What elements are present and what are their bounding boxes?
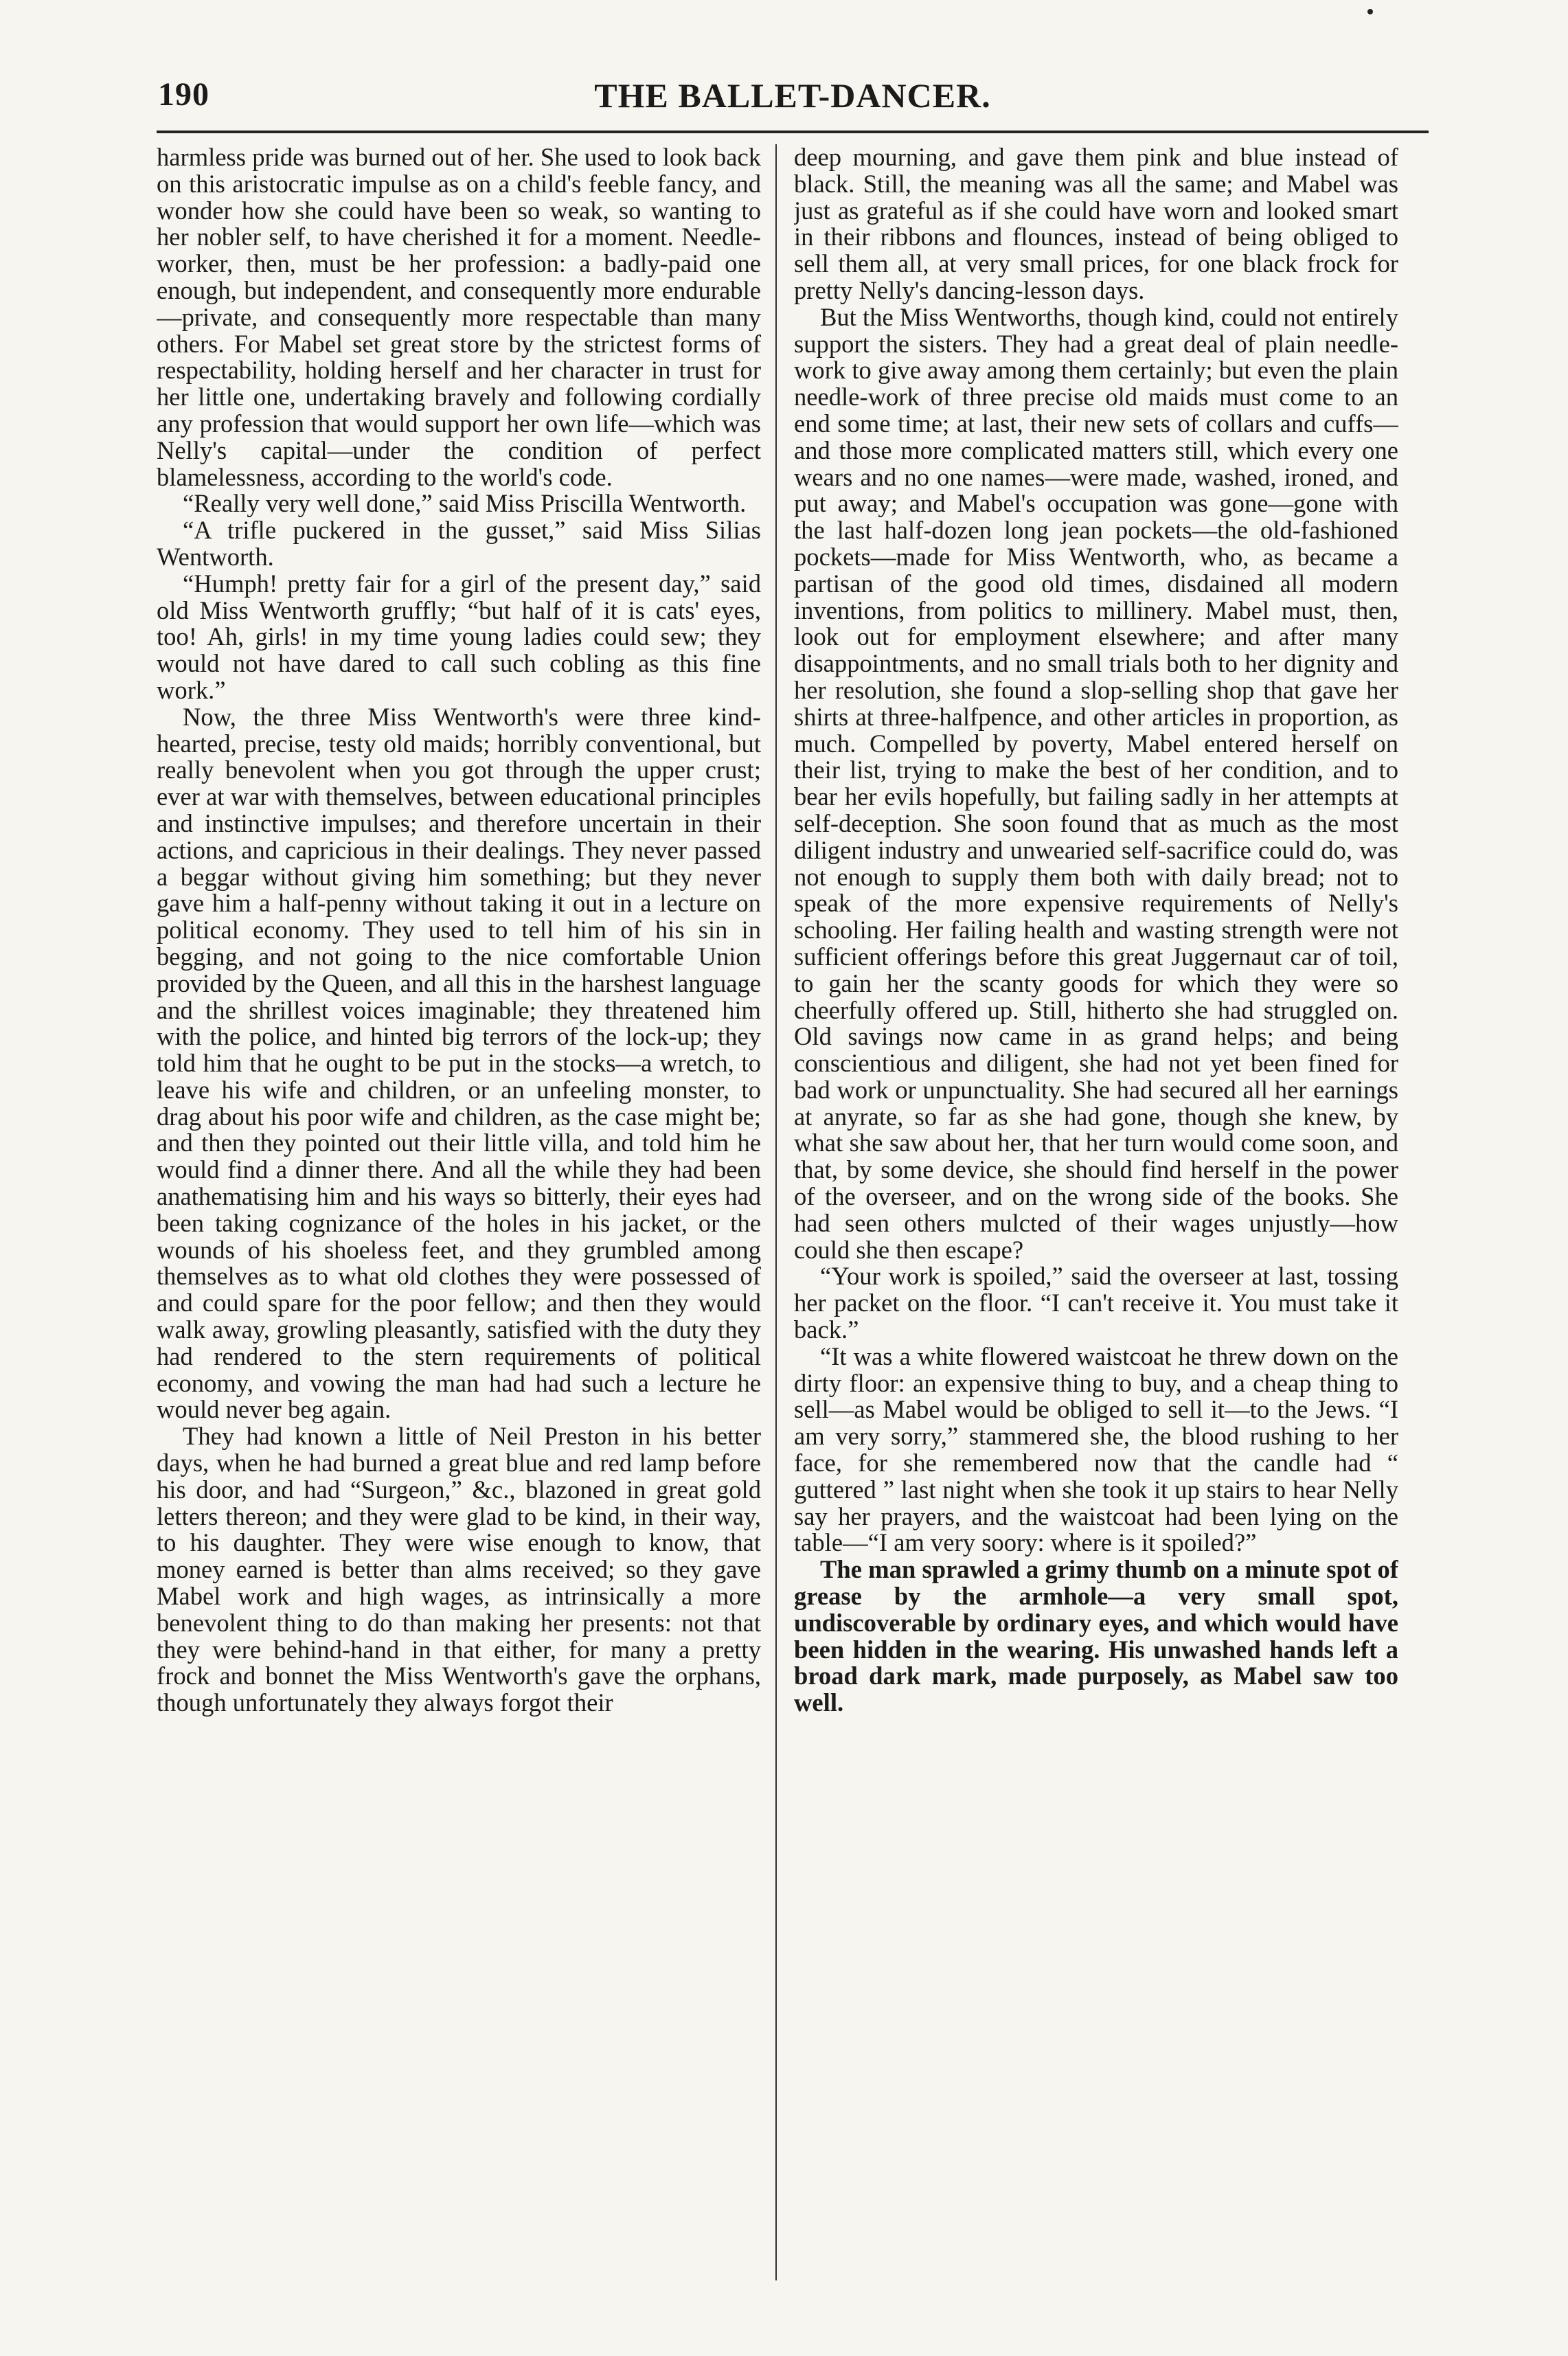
paragraph: “A trifle puckered in the gusset,” said Miss Silias Wentworth.	[157, 516, 761, 571]
paragraph: “Humph! pretty fair for a girl of the present day,” said old Miss Wentworth gruffly; “but half of it is cats' eyes, too! Ah, girls! in my time young ladies could sew; they would not have dared to call such cobling as this fine work.”	[157, 569, 761, 704]
paragraph: deep mourning, and gave them pink and blue instead of black. Still, the meaning was all the same; and Mabel was just as grateful as if she could have worn and looked smart in their ribbons and flounces, instead of being obliged to sell them all, at very small prices, for one black frock for pretty Nelly's dancing-lesson days.	[794, 144, 1398, 304]
paragraph: The man sprawled a grimy thumb on a minute spot of grease by the armhole—a very small spot, undiscoverable by ordinary eyes, and which would have been hidden in the wearing. His unwashed hands left a broad dark mark, made purposely, as Mabel saw too well.	[794, 1555, 1398, 1717]
paragraph: But the Miss Wentworths, though kind, could not entirely support the sisters. They had a great deal of plain needle-work to give away among them certainly; but even the plain needle-work of three precise old maids must come to an end some time; at last, their new sets of collars and cuffs—and those more complicated matters still, which every one wears and no one names—were made, washed, ironed, and put away; and Mabel's occupation was gone—gone with the last half-dozen long jean pockets—the old-fashioned pockets—made for Miss Wentworth, who, as became a partisan of the good old times, disdained all modern inventions, from politics to millinery. Mabel must, then, look out for employment elsewhere; and after many disappointments, and no small trials both to her dignity and her resolution, she found a slop-selling shop that gave her shirts at three-halfpence, and other articles in proportion, as much. Compelled by poverty, Mabel entered herself on their list, trying to make the best of her condition, and to bear her evils hopefully, but failing sadly in her attempts at self-deception. She soon found that as much as the most diligent industry and unwearied self-sacrifice could do, was not enough to supply them both with daily bread; not to speak of the more expensive requirements of Nelly's schooling. Her failing health and wasting strength were not sufficient offerings before this great Juggernaut car of toil, to gain her the scanty goods for which they were so cheerfully offered up. Still, hitherto she had struggled on. Old savings now came in as grand helps; and being conscientious and diligent, she had not yet been fined for bad work or unpunctuality. She had secured all her earnings at anyrate, so far as she had gone, though she knew, by what she saw about her, that her turn would come soon, and that, by some device, she should find herself in the power of the overseer, and on the wrong side of the books. She had seen others mulcted of their wages unjustly—how could she then escape?	[794, 302, 1398, 1264]
ink-dot	[1367, 9, 1373, 14]
paragraph: “Really very well done,” said Miss Priscilla Wentworth.	[183, 489, 747, 518]
page-header	[157, 71, 1429, 135]
left-column	[157, 144, 761, 2301]
paragraph: harmless pride was burned out of her. She used to look back on this aristocratic impulse as on a child's feeble fancy, and wonder how she could have been so weak, so wanting to her nobler self, to have cherished it for a moment. Needle-worker, then, must be her profession: a badly-paid one enough, but independent, and consequently more endurable—private, and consequently more respectable than many others. For Mabel set great store by the strictest forms of respectability, holding herself and her character in trust for her little one, undertaking bravely and following cordially any profession that would support her own life—which was Nelly's capital—under the condition of perfect blamelessness, according to the world's code.	[157, 144, 761, 491]
running-title: THE BALLET-DANCER.	[594, 76, 991, 115]
paragraph: Now, the three Miss Wentworth's were three kind-hearted, precise, testy old maids; horribly conventional, but really benevolent when you got through the upper crust; ever at war with themselves, between educational principles and instinctive impulses; and therefore uncertain in their actions, and capricious in their dealings. They never passed a beggar without giving him something; but they never gave him a half-penny without taking it out in a lecture on political economy. They used to tell him of his sin in begging, and not going to the nice comfortable Union provided by the Queen, and all this in the harshest language and the shrillest voices imaginable; they threatened him with the police, and hinted big terrors of the lock-up; they told him that he ought to be put in the stocks—a wretch, to leave his wife and children, or an unfeeling monster, to drag about his poor wife and children, as the case might be; and then they pointed out their little villa, and told him he would find a dinner there. And all the while they had been anathematising him and his ways so bitterly, their eyes had been taking cognizance of the holes in his jacket, or the wounds of his shoeless feet, and they grumbled among themselves as to what old clothes they were possessed of and could spare for the poor fellow; and then they would walk away, growling pleasantly, satisfied with the duty they had rendered to the stern requirements of political economy, and vowing the man had had such a lecture he would never beg again.	[157, 702, 761, 1424]
page-number: 190	[158, 76, 209, 113]
header-rule	[157, 131, 1429, 133]
right-column	[794, 144, 1398, 2301]
paragraph: “Your work is spoiled,” said the overseer at last, tossing her packet on the floor. “I can't receive it. You must take it back.”	[794, 1262, 1398, 1344]
paragraph: “It was a white flowered waistcoat he threw down on the dirty floor: an expensive thing to buy, and a cheap thing to sell—as Mabel would be obliged to sell it—to the Jews. “I am very sorry,” stammered she, the blood rushing to her face, for she remembered now that the candle had “ guttered ” last night when she took it up stairs to hear Nelly say her prayers, and the waistcoat had been lying on the table—“I am very soory: where is it spoiled?”	[794, 1341, 1398, 1557]
column-divider	[775, 144, 777, 2280]
paragraph: They had known a little of Neil Preston in his better days, when he had burned a great blue and red lamp before his door, and had “Surgeon,” &c., blazoned in great gold letters thereon; and they were glad to be kind, in their way, to his daughter. They were wise enough to know, that money earned is better than alms received; so they gave Mabel work and high wages, as intrinsically a more benevolent thing to do than making her presents: not that they were behind-hand in that either, for many a pretty frock and bonnet the Miss Wentworth's gave the orphans, though unfortunately they always forgot their	[157, 1422, 761, 1717]
